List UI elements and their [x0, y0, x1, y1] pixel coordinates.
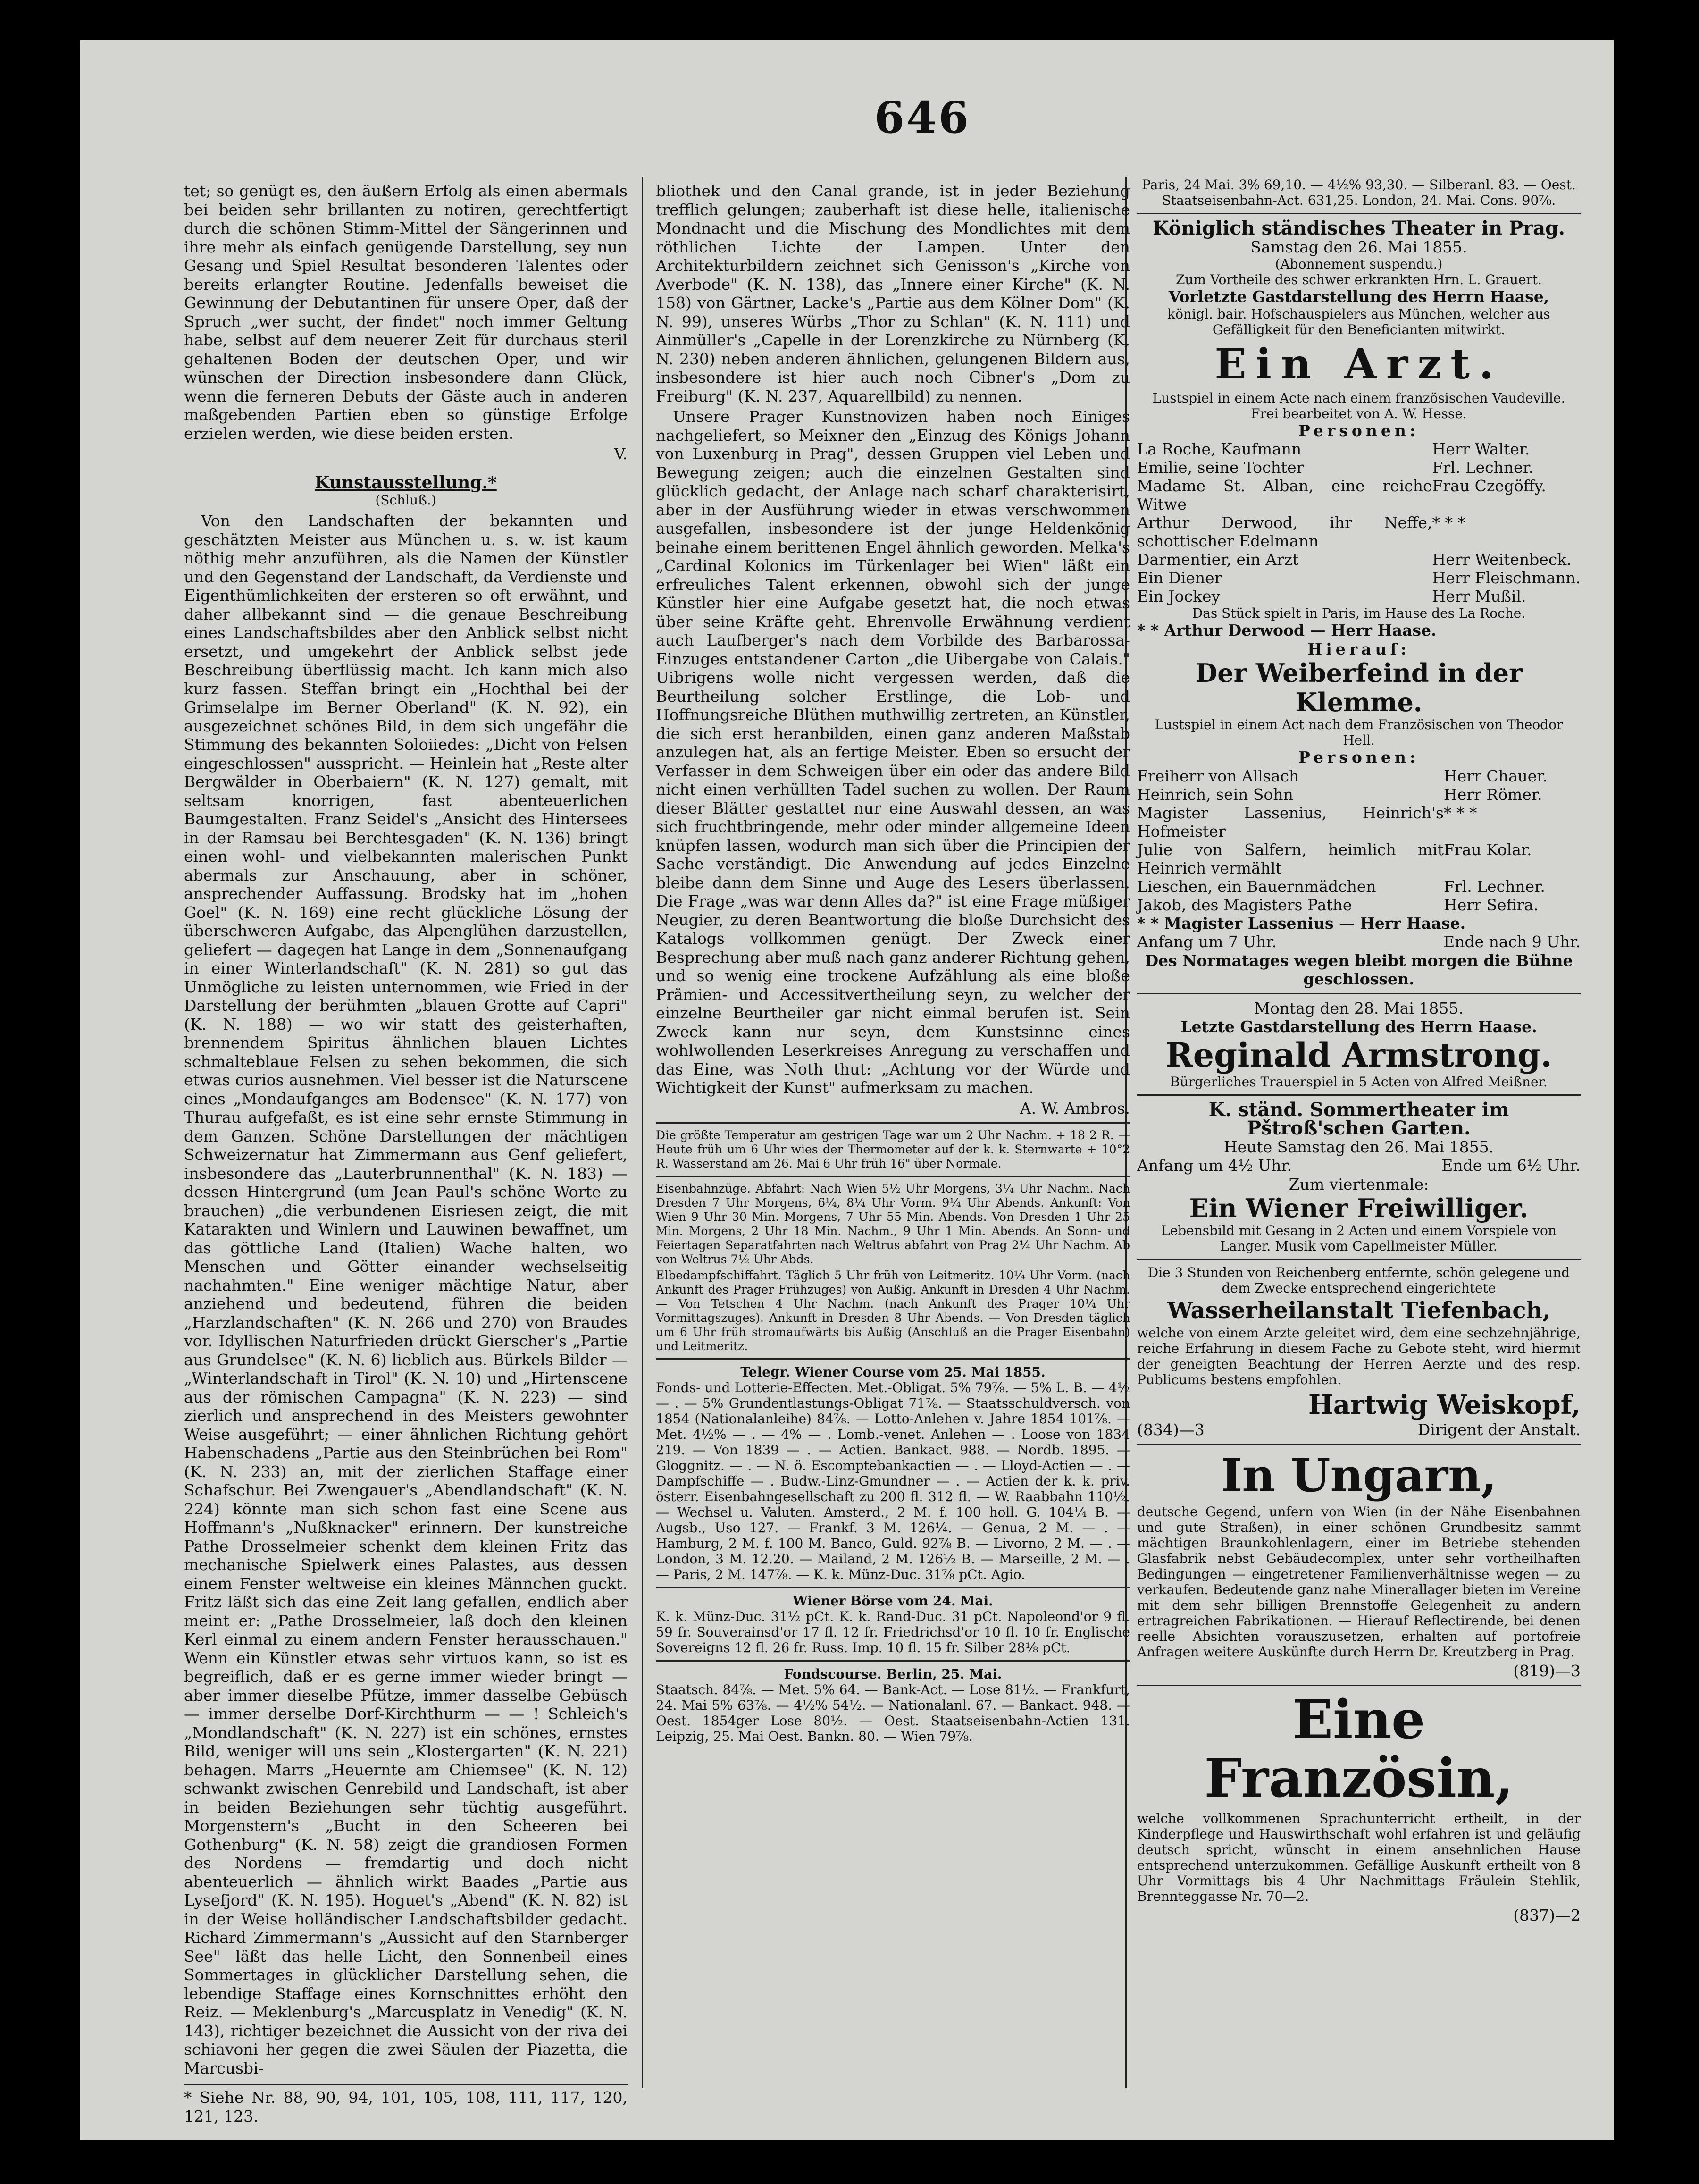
cast-actor: * * * — [1432, 513, 1465, 532]
cast-role: Ein Jockey — [1137, 587, 1221, 605]
cast-row — [1137, 896, 1581, 914]
benefit-line: Zum Vortheile des schwer erkrankten Hrn. L. Grauert. — [1175, 272, 1542, 287]
art-exhibition-continued: bliothek und den Canal grande, ist in jeder Beziehung trefflich gelungen; zauberhaft ist diese helle, italienische Mondnacht und die Mischung des Mondlichtes mit dem röthlichen Lichte der Lampen. Unter den Architekturbildern zeichnet sich Genisson's „Kirche von Averbode" (K. N. 138), das „Innere einer Kirche" (K. N. 158) von Gärtner, Lacke's „Partie aus dem Kölner Dom" (K. N. 99), unseres Würbs „Thor zu Schlan" (K. N. 111) und Ainmüller's „Capelle in der Lorenzkirche zu Nürnberg (K. N. 230) neben anderen ähnlichen, gelungenen Bildern aus, insbesondere ist hier auch noch Cibner's „Dom zu Freiburg" (K. N. 237, Aquarellbild) zu nennen. — [656, 182, 1130, 405]
boerse-heading: Wiener Börse vom 24. Mai. — [793, 1593, 993, 1609]
divider — [1137, 1094, 1581, 1096]
spa-title: Wasserheilanstalt Tiefenbach, — [1167, 1297, 1551, 1324]
cast-actor: Herr Weitenbeck. — [1432, 550, 1572, 569]
theater-abonnement: (Abonnement suspendu.) — [1275, 256, 1443, 272]
play-description: Lustspiel in einem Act nach dem Französischen von Theodor Hell. — [1155, 717, 1563, 748]
cast-role: Emilie, seine Tochter — [1137, 458, 1304, 477]
cast-actor: Frau Kolar. — [1444, 840, 1532, 859]
cast-role: Magister Lassenius, Heinrich's Hofmeister — [1137, 803, 1444, 840]
cast-row — [1137, 767, 1581, 785]
divider — [656, 1122, 1130, 1124]
theater-date: Samstag den 26. Mai 1855. — [1250, 237, 1467, 256]
telegraph-heading: Telegr. Wiener Course vom 25. Mai 1855. — [740, 1364, 1046, 1380]
opera-review-end: tet; so genügt es, den äußern Erfolg als einen abermals bei beiden sehr brillanten zu notiren, gerechtfertigt durch die schönen Stimm-Mittel der Sängerinnen und ihre mehr als einfach genügende Darstellung, sey nun Gesang und Spiel Resultat besonderen Talentes oder bereits erlangter Routine. Jedenfalls beweiset die Gewinnung der Debutantinen für unsere Oper, daß der Spruch „wer sucht, der findet" noch immer Geltung habe, selbst auf dem neuerer Zeit für durchaus steril gehaltenen Boden der deutschen Oper, und wir wünschen der Direction insbesondere dann Glück, wenn die ferneren Debuts der Gäste auch in anderen maßgebenden Partien eben so günstige Erfolge erzielen werden, wie diese beiden ersten. — [184, 182, 628, 443]
guest-role-line: * * Magister Lassenius — Herr Haase. — [1137, 914, 1465, 932]
start-time: Anfang um 7 Uhr. — [1137, 932, 1277, 951]
divider — [1137, 1685, 1581, 1686]
cast-row — [1137, 550, 1581, 569]
cast-role: Freiherr von Allsach — [1137, 766, 1299, 785]
cast-row — [1137, 840, 1581, 877]
section-subheading: (Schluß.) — [375, 492, 436, 508]
cast-actor: Herr Fleischmann. — [1432, 569, 1581, 587]
opera-review-signature: V. — [614, 445, 628, 463]
cast-role: Madame St. Alban, eine reiche Witwe — [1137, 477, 1432, 513]
cast-actor: Frl. Lechner. — [1444, 877, 1545, 896]
art-exhibition-text: Von den Landschaften der bekannten und geschätzten Meister aus München u. s. w. ist kaum nöthig mehr anzuführen, als die Namen der Künstler und den Gegenstand der Landschaft, da Verdienste und Eigenthümlichkeiten der ersteren so oft erwähnt, und daher allbekannt sind — die genaue Beschreibung eines Landschaftsbildes aber den Anblick selbst nicht ersetzt, und umgekehrt der Anblick selbst jede Beschreibung überflüssig macht. Ich kann mich also kurz fassen. Steffan bringt ein „Hochthal bei der Grimselalpe im Berner Oberland" (K. N. 92), ein ausgezeichnet schönes Bild, in dem sich ungefähr die Stimmung des bekannten Soloiiedes: „Dicht von Felsen eingeschlossen" ausspricht. — Heinlein hat „Reste alter Bergwälder in Oberbaiern" (K. N. 127) gemalt, mit seltsam knorrigen, fast abenteuerlichen Baumgestalten. Franz Seidel's „Ansicht des Hintersees in der Ramsau bei Berchtesgaden" (K. N. 136) bringt einen wohl- und vielbekannten malerischen Punkt abermals zur Anschauung, aber in schöner, ansprechender Auffassung. Brodsky hat im „hohen Goel" (K. N. 169) eine recht glückliche Lösung der überschweren Aufgabe, das Alpenglühen darzustellen, geliefert — dagegen hat Lange in dem „Sonnenaufgang in einer Winterlandschaft" (K. N. 281) so gut das Unmögliche zu leisten unternommen, wie Fried in der Darstellung der berühmten „blauen Grotte auf Capri" (K. N. 188) — wo wir statt des geisterhaften, brennendem Spiritus ähnlichen blauen Lichtes schmalteblaue Felsen zu sehen bekommen, die sich etwas curios ausnehmen. Viel besser ist die Naturscene eines „Mondaufganges am Bodensee" (K. N. 177) von Thurau aufgefaßt, es ist eine sehr ernste Stimmung in dem Ganzen. Schöne Darstellungen der mächtigen Schweizernatur hat Zimmermann aus Genf geliefert, insbesondere das „Lauterbrunnenthal" (K. N. 183) — dessen Hintergrund (um Jean Paul's schöne Worte zu brauchen) „die verbundenen Eisriesen zeigt, die mit Katarakten und Winlern und Lauwinen bewaffnet, um das göttliche Land (Italien) Wache halten, wo Menschen und Götter einander wechselseitig nachahmten." Eine weniger mächtige Natur, aber anziehend und bedeutend, führen die beiden „Harzlandschaften" (K. N. 266 und 270) von Braudes vor. Idyllischen Naturfrieden drückt Gierscher's „Partie aus Grundelsee" (K. N. 6) lieblich aus. Bürkels Bilder — „Winterlandschaft in Tirol" (K. N. 10) und „Hirtenscene aus der römischen Campagna" (K. N. 223) — sind zierlich und ansprechend in des Meisters gewohnter Weise ausgeführt; — einer ähnlichen Richtung gehört Habenschadens „Partie aus den Steinbrüchen bei Rom" (K. N. 233) an, mit der zierlichen Staffage einer Schafschur. Bei Zwengauer's „Abendlandschaft" (K. N. 224) könnte man sich schon fast eine Scene aus Hoffmann's „Nußknacker" erinnern. Der kunstreiche Pathe Drosselmeier schenkt dem kleinen Fritz das mechanische Spielwerk eines Palastes, aus dessen einem Fenster weltweise ein kleines Männchen guckt. Fritz läßt sich das eine Zeit lang gefallen, endlich aber meint er: „Pathe Drosselmeier, laß doch den kleinen Kerl einmal zu einem andern Fenster herausschauen." Wenn ein Künstler etwas sehr virtuos kann, so ist es begreiflich, daß er es gerne immer wieder bringt — aber immer dieselbe Pfütze, immer dasselbe Gebüsch — immer derselbe Dorf-Kirchthurm — — ! Schleich's „Mondlandschaft" (K. N. 227) ist ein schönes, ernstes Bild, weniger will uns sein „Klostergarten" (K. N. 221) behagen. Marrs „Heuernte am Chiemsee" (K. N. 12) schwankt zwischen Genrebild und Landschaft, ist aber in beiden Beziehungen sehr tüchtig ausgeführt. Morgenstern's „Bucht in den Scheeren bei Gothenburg" (K. N. 58) zeigt die grandiosen Formen des Nordens — fremdartig und doch nicht abenteuerlich — ähnlich wirkt Baades „Partie aus Lysefjord" (K. N. 195). Hoguet's „Abend" (K. N. 82) ist in der Weise holländischer Landschaftsbilder gedacht. Richard Zimmermann's „Aussicht auf den Starnberger See" läßt das helle Licht, den Sonnenbeil eines Sommertages in glücklicher Darstellung sehen, die lebendige Staffage eines Kornschnittes erhöht den Reiz. — Meklenburg's „Marcusplatz in Venedig" (K. N. 143), richtiger bezeichnet die Aussicht von der riva dei schiavoni her gegen die zwei Säulen der Piazetta, die Marcusbi- — [184, 512, 628, 2077]
summer-performance-count: Zum viertenmale: — [1289, 1175, 1429, 1193]
cast-actor: Frl. Lechner. — [1432, 458, 1534, 477]
closure-notice: Des Normatages wegen bleibt morgen die Bühne geschlossen. — [1145, 951, 1573, 988]
cast-label: Personen: — [1298, 748, 1420, 766]
summer-theater-title: K. ständ. Sommertheater im Pštroß'schen Garten. — [1208, 1098, 1509, 1139]
cast-row — [1137, 877, 1581, 896]
railway-schedule: Eisenbahnzüge. Abfahrt: Nach Wien 5½ Uhr Morgens, 3¼ Uhr Nachm. Nach Dresden 7 Uhr Morgens, 6¼, 8¼ Uhr Vorm. 9¼ Uhr Abends. Ankunft: Von Wien 9 Uhr 30 Min. Morgens, 7 Uhr 55 Min. Abends. Von Dresden 1 Uhr 25 Min. Morgens, 2 Uhr 18 Min. Nachm., 9 Uhr 1 Min. Abends. An Sonn- und Feiertagen Separatfahrten nach Weltrus abfahrt von Prag 2¼ Uhr Nachm. Ab von Weltrus 7½ Uhr Abds. — [656, 1182, 1130, 1266]
summer-start: Anfang um 4½ Uhr. — [1137, 1156, 1292, 1175]
cast-role: Jakob, des Magisters Pathe — [1137, 895, 1352, 914]
cast-role: Lieschen, ein Bauernmädchen — [1137, 877, 1376, 896]
weather-report: Die größte Temperatur am gestrigen Tage war um 2 Uhr Nachm. + 18 2 R. — Heute früh um 6 Uhr wies der Thermometer auf der k. k. Sternwarte + 10°2 R. Wasserstand am 26. Mai 6 Uhr früh 16" über Normale. — [656, 1128, 1130, 1170]
spa-footer — [1137, 1420, 1581, 1439]
divider — [656, 1587, 1130, 1588]
play-title-freiwilliger: Ein Wiener Freiwilliger. — [1189, 1193, 1529, 1223]
hungary-ad-title: In Ungarn, — [1221, 1448, 1497, 1502]
divider — [1137, 213, 1581, 214]
divider — [656, 1176, 1130, 1177]
cast-actor: Herr Walter. — [1432, 440, 1530, 458]
cast-row — [1137, 440, 1581, 458]
cast-role: Darmentier, ein Arzt — [1137, 550, 1299, 569]
boerse-list: K. k. Münz-Duc. 31½ pCt. K. k. Rand-Duc. 31 pCt. Napoleond'or 9 fl. 59 fr. Souverainsd'or 17 fl. 12 fr. Friedrichsd'or 10 fl. 10 fr. Englische Sovereigns 12 fl. 26 fr. Russ. Imp. 10 fl. 15 fr. Silber 28⅛ pCt. — [656, 1609, 1130, 1655]
prague-novices-text: Unsere Prager Kunstnovizen haben noch Einiges nachgeliefert, so Meixner den „Einzug des Königs Johann von Luxenburg in Prag", dessen Gruppen viel Leben und Bewegung zeigen; auch die einzelnen Gestalten sind glücklich gedacht, der Anlage nach scharf charakterisirt, aber in der Ausführung wieder in etwas verschwommen ausgefallen, insbesondere ist der junge Heldenkönig beinahe einem berittenen Engel ähnlich geworden. Melka's „Cardinal Kolonics im Türkenlager bei Wien" läßt ein erfreuliches Talent erkennen, obwohl sich der junge Künstler hier eine Aufgabe gesetzt hat, die noch etwas über seine Kräfte geht. Ehrenvolle Erwähnung verdient auch Laufberger's nach dem Vorbilde des Barbarossa-Einzuges entstandener Carton „die Uibergabe von Calais." Uibrigens wolle nicht vergessen werden, daß die Beurtheilung solcher Erstlinge, die Lob- und Hoffnungsreiche Blüthen muthwillig zertreten, an Künstler, die sich erst heranbilden, einen ganz anderen Maßstab anzulegen hat, als an fertige Meister. Eben so ersucht der Verfasser in dem Schweigen über ein oder das andere Bild nicht einen verhüllten Tadel suchen zu wollen. Der Raum dieser Blätter gestattet nur eine Auswahl dessen, an was sich fruchtbringende, mehr oder minder allgemeine Ideen knüpfen lassen, wodurch man sich über die Principien der Sache verständigt. Die Anwendung auf jedes Einzelne bleibe dann dem Sinne und Auge des Lesers überlassen. Die Frage „was war denn Alles da?" ist eine Frage müßiger Neugier, zu deren Beantwortung die bloße Durchsicht des Katalogs vollkommen genügt. Der Zweck einer Besprechung aber muß nach ganz anderer Richtung gehen, und so wenig eine trockene Aufzählung als eine bloße Prämien- und Accessitvertheilung seyn, zu welcher der einzelne Beurtheiler gar nicht einmal berufen ist. Sein Zweck kann nur seyn, dem Kunstsinne eines wohlwollenden Leserkreises Anregung zu verschaffen und das Eine, was Noth thut: „Achtung vor der Würde und Wichtigkeit der Kunst" aufmerksam zu machen. — [656, 407, 1130, 1097]
column-rule-left — [642, 177, 643, 2088]
french-ad-text: welche vollkommenen Sprachunterricht ertheilt, in der Kinderpflege und Hauswirthschaft wohl erfahren ist und geläufig deutsch spricht, wünscht in einem ansehnlichen Hause entsprechend unterzukommen. Gefällige Auskunft ertheilt von 8 Uhr Vormittags bis 4 Uhr Nachmittags Fräulein Stehlik, Brennteggasse Nr. 70—2. — [1137, 1811, 1581, 1904]
divider — [656, 1660, 1130, 1662]
article-signature: A. W. Ambros. — [1020, 1099, 1130, 1117]
cast-role: La Roche, Kaufmann — [1137, 440, 1302, 458]
hierauf-label: Hierauf: — [1307, 639, 1410, 658]
cast-actor: Herr Chauer. — [1444, 766, 1548, 785]
summer-date: Heute Samstag den 26. Mai 1855. — [1223, 1137, 1494, 1156]
french-ad-title: Eine Französin, — [1204, 1689, 1514, 1809]
summer-times — [1137, 1156, 1581, 1175]
play-description: Lustspiel in einem Acte nach einem französischen Vaudeville. Frei bearbeitet von A. W. Hesse. — [1152, 390, 1565, 421]
spa-intro: Die 3 Stunden von Reichenberg entfernte, schön gelegene und dem Zwecke entsprechend eingerichtete — [1147, 1265, 1570, 1296]
fonds-list: Staatsch. 84⅞. — Met. 5% 64. — Bank-Act. — Lose 81½. — Frankfurt, 24. Mai 5% 63⅞. — 4½% 54½. — Nationalanl. 67. — Bankact. 948. — Oest. 1854ger Lose 80½. — Oest. Staatseisenbahn-Actien 131. Leipzig, 25. Mai Oest. Bankn. 80. — Wien 79⅞. — [656, 1682, 1130, 1744]
cast-label: Personen: — [1298, 421, 1420, 440]
footnote: * Siehe Nr. 88, 90, 94, 101, 105, 108, 111, 117, 120, 121, 123. — [184, 2084, 628, 2125]
show-times — [1137, 932, 1581, 951]
play-title-reginald: Reginald Armstrong. — [1165, 1035, 1552, 1075]
divider — [1137, 1444, 1581, 1445]
steamboat-schedule: Elbedampfschiffahrt. Täglich 5 Uhr früh von Leitmeritz. 10¼ Uhr Vorm. (nach Ankunft des Prager Frühzuges) von Außig. Ankunft in Dresden 4 Uhr Nachm. — Von Tetschen 4 Uhr Nachm. (nach Ankunft des Prager 10¼ Uhr Vormittagszuges). Ankunft in Dresden 8 Uhr Abends. — Von Dresden täglich um 6 Uhr früh stromaufwärts bis Außig (Anschluß an die Prager Eisenbahn) und Leitmeritz. — [656, 1268, 1130, 1353]
divider — [656, 1358, 1130, 1360]
divider — [1137, 993, 1581, 994]
hungary-ad-text: deutsche Gegend, unfern von Wien (in der Nähe Eisenbahnen und gute Straßen), in einer schönen Grundbesitz sammt mächtigen Braunkohlenlagern, einer im Betriebe stehenden Glasfabrik nebst Gebäudecomplex, unter sehr vortheilhaften Bedingungen — eingetretener Familienverhältnisse wegen — zu verkaufen. Bedeutende ganz nahe Minerallager bieten im Vereine mit dem sehr billigen Brennstoffe Gelegenheit zu andern ertragreichen Fabrikationen. — Hierauf Reflectirende, bei denen reelle Absichten vorauszusetzen, erhalten auf portofreie Anfragen weitere Auskünfte durch Herrn Dr. Kreutzberg in Prag. — [1137, 1504, 1581, 1660]
theater-title: Königlich ständisches Theater in Prag. — [1153, 217, 1565, 239]
cast-row — [1137, 785, 1581, 804]
play-description: Lebensbild mit Gesang in 2 Acten und einem Vorspiele von Langer. Musik vom Capellmeister Müller. — [1161, 1223, 1557, 1254]
column-right — [1137, 177, 1581, 2093]
ad-number: (837)—2 — [1513, 1906, 1581, 1924]
newspaper-page — [80, 40, 1614, 2140]
summer-end: Ende um 6½ Uhr. — [1441, 1156, 1581, 1175]
cast-role: Heinrich, sein Sohn — [1137, 785, 1293, 804]
play-setting: Das Stück spielt in Paris, im Hause des La Roche. — [1192, 605, 1526, 621]
play-description: Bürgerliches Trauerspiel in 5 Acten von Alfred Meißner. — [1170, 1074, 1548, 1090]
cast-row — [1137, 804, 1581, 840]
spa-signature: Hartwig Weiskopf, — [1308, 1389, 1581, 1420]
guest-role-line: * * Arthur Derwood — Herr Haase. — [1137, 621, 1437, 639]
cast-row — [1137, 513, 1581, 550]
monday-date: Montag den 28. Mai 1855. — [1254, 999, 1464, 1017]
guest-description: königl. bair. Hofschauspielers aus München, welcher aus Gefälligkeit für den Beneficianten mitwirkt. — [1167, 306, 1550, 337]
cast-actor: Frau Czegöffy. — [1432, 477, 1546, 495]
cast-role: Ein Diener — [1137, 569, 1222, 587]
cast-table-play1 — [1137, 440, 1581, 605]
end-time: Ende nach 9 Uhr. — [1443, 932, 1581, 951]
divider — [1137, 1259, 1581, 1260]
cast-role: Julie von Salfern, heimlich mit Heinrich vermählt — [1137, 840, 1444, 877]
paris-london-courses: Paris, 24 Mai. 3% 69,10. — 4½% 93,30. — Silberanl. 83. — Oest. Staatseisenbahn-Act. 631,25. London, 24. Mai. Cons. 90⅞. — [1142, 177, 1576, 208]
spa-text: welche von einem Arzte geleitet wird, dem eine sechzehnjährige, reiche Erfahrung in diesem Fache zu Gebote steht, wird hiermit der geneigten Beachtung der Herren Aerzte und des resp. Publicums bestens empfohlen. — [1137, 1325, 1581, 1387]
cast-row — [1137, 458, 1581, 477]
cast-actor: * * * — [1444, 803, 1477, 822]
cast-table-play2 — [1137, 767, 1581, 914]
spa-role: Dirigent der Anstalt. — [1417, 1420, 1581, 1439]
page-number: 646 — [874, 92, 971, 143]
cast-role: Arthur Derwood, ihr Neffe, schottischer Edelmann — [1137, 513, 1432, 550]
ad-number: (834)—3 — [1137, 1420, 1205, 1439]
play-title-ein-arzt: Ein Arzt. — [1214, 339, 1503, 388]
cast-actor: Herr Mußil. — [1432, 587, 1526, 605]
cast-row — [1137, 587, 1581, 605]
section-heading: Kunstausstellung.* — [315, 472, 497, 493]
column-left — [184, 182, 628, 2125]
play-title-weiberfeind: Der Weiberfeind in der Klemme. — [1195, 658, 1523, 717]
fonds-heading: Fondscourse. Berlin, 25. Mai. — [784, 1666, 1002, 1682]
ad-number: (819)—3 — [1513, 1661, 1581, 1680]
column-middle — [656, 182, 1130, 2093]
cast-row — [1137, 477, 1581, 513]
last-guest-line: Letzte Gastdarstellung des Herrn Haase. — [1180, 1017, 1537, 1036]
cast-actor: Herr Sefira. — [1444, 895, 1539, 914]
telegraph-course-list: Fonds- und Lotterie-Effecten. Met.-Obligat. 5% 79⅞. — 5% L. B. — 4½ — . — 5% Grundentlastungs-Obligat 71⅞. — Staatsschuldversch. von 1854 (Nationalanleihe) 84⅞. — Lotto-Anlehen v. Jahre 1854 101⅞. — Met. 4½% — . — 4% — . Lomb.-venet. Anlehen — . Loose von 1834 219. — Von 1839 — . — Actien. Bankact. 988. — Nordb. 1895. — Gloggnitz. — . — N. ö. Escomptebankactien — . — Lloyd-Actien — . — Dampfschiffe — . Budw.-Linz-Gmundner — . — Actien der k. k. priv. österr. Eisenbahngesellschaft zu 200 fl. 312 fl. — W. Raabbahn 110½. — Wechsel u. Valuten. Amsterd., 2 M. f. 100 holl. G. 104¼ B. — Augsb., Uso 127. — Frankf. 3 M. 126¼. — Genua, 2 M. — . — Hamburg, 2 M. f. 100 M. Banco, Guld. 92⅞ B. — Livorno, 2 M. — . — London, 3 M. 12.20. — Mailand, 2 M. 126½ B. — Marseille, 2 M. — . — Paris, 2 M. 147⅞. — K. k. Münz-Duc. 31⅞ pCt. Agio. — [656, 1380, 1130, 1582]
cast-actor: Herr Römer. — [1444, 785, 1542, 804]
guest-performance-line: Vorletzte Gastdarstellung des Herrn Haase, — [1168, 287, 1549, 306]
cast-row — [1137, 569, 1581, 587]
